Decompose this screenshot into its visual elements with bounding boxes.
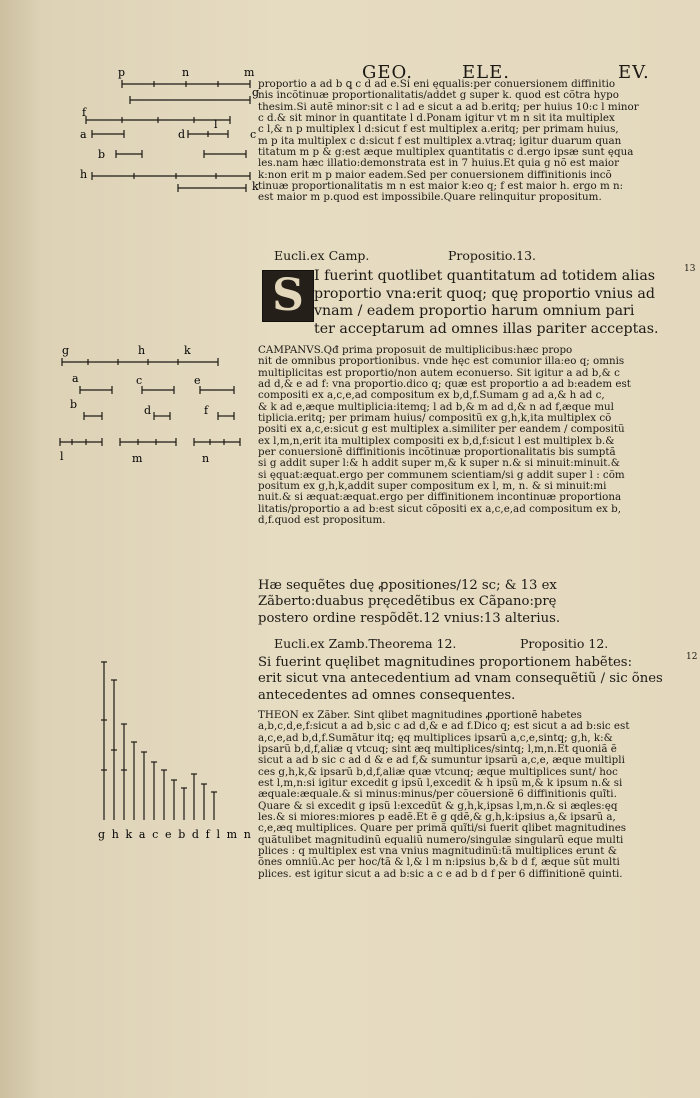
fig1-label-g: g bbox=[252, 86, 260, 99]
prop12-heading-left: Eucli.ex Zamb.Theorema 12. bbox=[274, 636, 457, 651]
fig1-label-a: a bbox=[80, 128, 87, 141]
text-line: nis incõtinuæ proportionalitatis/addet g super k. quod est cõtra hypo bbox=[258, 90, 619, 102]
text-line: I fuerint quotlibet quantitatum ad totidem alias bbox=[314, 268, 656, 284]
fig3-caption: g h k a c e b d f l m n bbox=[98, 828, 253, 841]
fig2-label-l: l bbox=[60, 450, 64, 463]
text-line: Si fuerint quęlibet magnitudines proportionem habẽtes: bbox=[258, 655, 633, 670]
text-line: est maior m p.quod est impossibile.Quare relinquitur propositum. bbox=[258, 192, 602, 204]
text-line: Quare & si excedit g ipsũ l:excedũt & g,h,k,ipsas l,m,n.& si æqles:ęq bbox=[258, 800, 618, 812]
text-line: ex l,m,n,erit ita multiplex compositi ex b,d,f:sicut l est multiplex b.& bbox=[258, 435, 615, 447]
text-line: positum ex g,h,k,addit super compositum ex l, m, n. & si minuit:mi bbox=[258, 481, 607, 493]
fig1-label-c: c bbox=[250, 128, 257, 141]
fig1-label-k: k bbox=[252, 180, 259, 193]
fig2-label-b: b bbox=[70, 398, 78, 411]
text-line: litatis/proportio a ad b:est sicut cõpositi ex a,c,e,ad compositum ex b, bbox=[258, 503, 622, 515]
text-line: quãtulibet magnitudinũ equaliũ numero/singulæ singularũ eque multi bbox=[258, 834, 624, 846]
fig2-label-d: d bbox=[144, 404, 152, 417]
text-line: si ęquat:æquat.ergo per communem scientiam/si g addit super l : cõm bbox=[258, 469, 625, 481]
text-line: sicut a ad b sic c ad d & e ad f,& sumuntur ipsarũ a,c,e, æque multipli bbox=[258, 755, 625, 767]
text-line: THEON ex Zãber. Sint qlibet magnitudines ꝓportionẽ habetes bbox=[258, 710, 582, 721]
fig2-label-m: m bbox=[132, 452, 143, 465]
figure-proportion-lines-1 bbox=[78, 66, 258, 196]
text-line: m p ita multiplex c d:sicut f est multiplex a.vtraq; igitur duarum quan bbox=[258, 135, 622, 147]
text-line: vnam / eadem proportio harum omnium pari bbox=[314, 303, 635, 320]
fig1-label-m: m bbox=[244, 66, 255, 79]
fig1-label-p: p bbox=[118, 66, 126, 79]
text-line: k:non erit m p maior eadem.Sed per conuersionem diffinitionis incõ bbox=[258, 169, 612, 181]
text-line: æquale:æquale.& si minus:minus/per cõuersionẽ 6 diffinitionis quĩti. bbox=[258, 789, 617, 801]
prop13-heading-right: Propositio.13. bbox=[448, 248, 537, 263]
fig1-label-n: n bbox=[182, 66, 190, 79]
fig1-label-h: h bbox=[80, 168, 88, 181]
text-line: est l,m,n:si igitur excedit g ipsũ l,excedit & h ipsũ m,& k ipsum n.& si bbox=[258, 778, 623, 790]
text-line: & k ad e,æque multiplicia:itemq; l ad b,& m ad d,& n ad f,æque mul bbox=[258, 401, 614, 413]
text-line: antecedentes ad omnes consequentes. bbox=[258, 687, 516, 703]
fig1-label-l: l bbox=[214, 118, 218, 131]
fig1-label-b: b bbox=[98, 148, 106, 161]
text-line: ces g,h,k,& ipsarũ b,d,f,aliæ quæ vtcunq; æque multiplices sunt/ hoc bbox=[258, 766, 618, 778]
text-line: a,c,e,ad b,d,f.Sumãtur itq; ęq multiplices ipsarũ a,c,e,sintq; g,h, k:& bbox=[258, 732, 613, 744]
text-line: a,b,c,d,e,f:sicut a ad b,sic c ad d,& e ad f.Dico q; est sicut a ad b:sic est bbox=[258, 721, 630, 733]
text-line: thesim.Si autẽ minor:sit c l ad e sicut a ad b.eritq; per huius 10:c l minor bbox=[258, 101, 639, 113]
fig2-label-g: g bbox=[62, 344, 70, 357]
text-line: Zãberto:duabus pręcedẽtibus ex Cãpano:prę bbox=[258, 594, 557, 610]
fig2-label-f: f bbox=[204, 404, 209, 417]
running-head-geo: GEO. bbox=[362, 62, 413, 83]
fig2-label-e: e bbox=[194, 374, 201, 387]
text-line: plices. est igitur sicut a ad b:sic a c e ad b d f per 6 diffinitionẽ quinti. bbox=[258, 868, 623, 880]
text-line: titatum m p & g:est æque multiplex quantitatis c d.ergo ipsæ sunt ęqua bbox=[258, 147, 634, 159]
text-line: erit sicut vna antecedentium ad vnam consequẽtiũ / sic õnes bbox=[258, 671, 663, 687]
text-block-continuation bbox=[258, 79, 682, 204]
text-line: CAMPANVS.Qđ prima proposuit de multiplicibus:hæc propo bbox=[258, 345, 573, 356]
text-line: õnes omniũ.Ac per hoc/tã & l,& l m n:ipsius b,& b d f, æque sũt multi bbox=[258, 857, 620, 869]
margin-number-12: 12 bbox=[686, 652, 698, 662]
prop12-enunciation bbox=[258, 655, 682, 704]
text-line: d,f.quod est propositum. bbox=[258, 515, 386, 527]
text-line: proportio a ad b ꝗ c d ad e.Si eni ęqualis:per conuersionem diffinitio bbox=[258, 79, 616, 90]
running-head-ev: EV. bbox=[618, 62, 650, 83]
text-line: per conuersionẽ diffinitionis incõtinuæ proportionalitatis bis sumptã bbox=[258, 447, 616, 459]
text-line: Hæ sequẽtes duę ꝓpositiones/12 sc; & 13 ex bbox=[258, 578, 557, 593]
margin-number-13: 13 bbox=[684, 264, 696, 274]
text-line: c,e,æq multiplices. Quare per primã quĩti/si fuerit qlibet magnitudines bbox=[258, 823, 627, 835]
text-line: nuit.& si æquat:æquat.ergo per diffinitionem incontinuæ proportiona bbox=[258, 492, 622, 504]
fig2-label-a: a bbox=[72, 372, 79, 385]
prop13-heading-left: Eucli.ex Camp. bbox=[274, 248, 370, 263]
text-line: les.nam hæc illatio:demonstrata est in 7 huius.Et quia g nõ est maior bbox=[258, 158, 620, 170]
text-line: proportio vna:erit quoq; quę proportio vnius ad bbox=[314, 285, 655, 302]
text-line: tiplicia.eritq; per primam huius/ compositũ ex g,h,k,ita multiplex cõ bbox=[258, 413, 612, 425]
text-line: c l,& n p multiplex l d:sicut f est multiplex a.eritq; per primam huius, bbox=[258, 124, 619, 136]
text-line: plices : q multiplex est vna vnius magnitudinũ:tã multiplices erunt & bbox=[258, 846, 617, 858]
fig2-label-h: h bbox=[138, 344, 146, 357]
text-line: ipsarũ b,d,f,aliæ q vtcuq; sint æq multiplices/sintq; l,m,n.Et quoniã ẽ bbox=[258, 744, 617, 756]
decorated-initial-letter: S bbox=[272, 270, 304, 321]
fig1-label-d: d bbox=[178, 128, 186, 141]
prop13-enunciation bbox=[258, 268, 682, 338]
text-block-campanus bbox=[258, 345, 682, 527]
text-line: compositi ex a,c,e,ad compositum ex b,d,f.Sumam g ad a,& h ad c, bbox=[258, 390, 605, 402]
figure-proportion-lines-2 bbox=[58, 342, 258, 464]
prop12-heading-right: Propositio 12. bbox=[520, 636, 609, 651]
fig2-label-n: n bbox=[202, 452, 210, 465]
fig2-label-c: c bbox=[136, 374, 143, 387]
text-line: nit de omnibus proportionibus. vnde hęc est comunior illa:eo q; omnis bbox=[258, 356, 625, 368]
text-line: multiplicitas est proportio/non autem econuerso. Sit igitur a ad b,& c bbox=[258, 367, 620, 379]
fig2-label-k: k bbox=[184, 344, 191, 357]
running-head-ele: ELE. bbox=[462, 62, 510, 83]
text-line: c d.& sit minor in quantitate l d.Ponam igitur vt m n sit ita multiplex bbox=[258, 113, 615, 125]
text-line: si g addit super l:& h addit super m,& k super n.& si minuit:minuit.& bbox=[258, 458, 620, 470]
text-line: positi ex a,c,e:sicut g est multiplex a.similiter per eandem / compositũ bbox=[258, 424, 625, 436]
text-line: les.& si miores:miores p eadẽ.Et ẽ g qdẽ,& g,h,k:ipsius a,& ipsarũ a, bbox=[258, 812, 616, 824]
fig1-label-f: f bbox=[82, 106, 87, 119]
text-line: tinuæ proportionalitatis m n est maior k:eo q; f est maior h. ergo m n: bbox=[258, 181, 624, 193]
text-block-note bbox=[258, 578, 682, 627]
text-line: postero ordine respõdẽt.12 vnius:13 alterius. bbox=[258, 610, 561, 626]
text-line: ter acceptarum ad omnes illas pariter acceptas. bbox=[314, 320, 659, 337]
figure-vertical-magnitudes bbox=[90, 660, 253, 850]
text-line: ad d,& e ad f: vna proportio.dico q; quæ est proportio a ad b:eadem est bbox=[258, 379, 631, 391]
text-block-theon bbox=[258, 710, 682, 880]
